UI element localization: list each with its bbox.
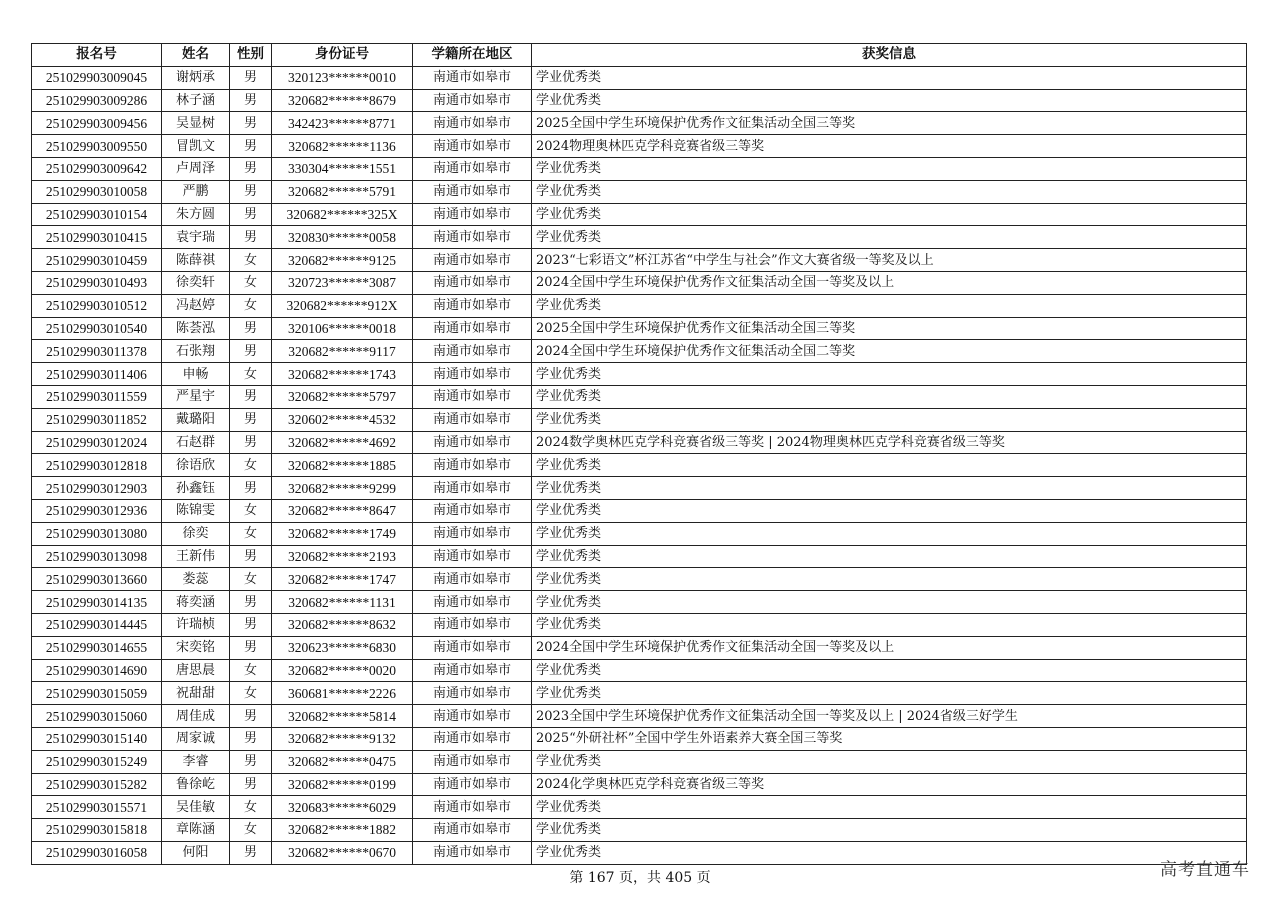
cell-gender: 男 — [230, 180, 272, 203]
cell-name: 严鹏 — [162, 180, 230, 203]
cell-id-number: 320682******1747 — [272, 568, 413, 591]
cell-registration-no: 251029903015571 — [32, 796, 162, 819]
cell-id-number: 320682******9125 — [272, 249, 413, 272]
cell-award-info: 学业优秀类 — [532, 499, 1247, 522]
cell-registration-no: 251029903010058 — [32, 180, 162, 203]
cell-region: 南通市如皋市 — [413, 385, 532, 408]
cell-region: 南通市如皋市 — [413, 477, 532, 500]
cell-gender: 女 — [230, 568, 272, 591]
cell-id-number: 320682******2193 — [272, 545, 413, 568]
cell-gender: 男 — [230, 408, 272, 431]
cell-gender: 男 — [230, 727, 272, 750]
table-row — [32, 545, 1247, 568]
table-row — [32, 841, 1247, 864]
cell-region: 南通市如皋市 — [413, 568, 532, 591]
cell-id-number: 320682******1131 — [272, 591, 413, 614]
cell-region: 南通市如皋市 — [413, 363, 532, 386]
cell-region: 南通市如皋市 — [413, 545, 532, 568]
cell-gender: 女 — [230, 682, 272, 705]
table-row — [32, 591, 1247, 614]
cell-award-info: 学业优秀类 — [532, 591, 1247, 614]
table-row — [32, 522, 1247, 545]
cell-registration-no: 251029903014135 — [32, 591, 162, 614]
cell-id-number: 320682******4692 — [272, 431, 413, 454]
table-row — [32, 796, 1247, 819]
cell-region: 南通市如皋市 — [413, 317, 532, 340]
cell-id-number: 320682******1882 — [272, 819, 413, 842]
cell-name: 陈荟泓 — [162, 317, 230, 340]
cell-gender: 男 — [230, 477, 272, 500]
cell-award-info: 学业优秀类 — [532, 568, 1247, 591]
cell-name: 冒凯文 — [162, 135, 230, 158]
cell-region: 南通市如皋市 — [413, 705, 532, 728]
cell-name: 李睿 — [162, 750, 230, 773]
cell-award-info: 2023“七彩语文”杯江苏省“中学生与社会”作文大赛省级一等奖及以上 — [532, 249, 1247, 272]
cell-gender: 男 — [230, 750, 272, 773]
cell-gender: 男 — [230, 157, 272, 180]
cell-name: 周家诚 — [162, 727, 230, 750]
table-row — [32, 112, 1247, 135]
cell-award-info: 2023全国中学生环境保护优秀作文征集活动全国一等奖及以上 | 2024省级三好学生 — [532, 705, 1247, 728]
cell-gender: 男 — [230, 112, 272, 135]
cell-registration-no: 251029903009550 — [32, 135, 162, 158]
cell-registration-no: 251029903009286 — [32, 89, 162, 112]
cell-region: 南通市如皋市 — [413, 203, 532, 226]
cell-id-number: 320682******1743 — [272, 363, 413, 386]
cell-award-info: 学业优秀类 — [532, 89, 1247, 112]
header-registration-no: 报名号 — [32, 44, 162, 67]
table-row — [32, 613, 1247, 636]
cell-registration-no: 251029903016058 — [32, 841, 162, 864]
cell-region: 南通市如皋市 — [413, 613, 532, 636]
cell-region: 南通市如皋市 — [413, 750, 532, 773]
cell-gender: 女 — [230, 522, 272, 545]
cell-id-number: 320682******5791 — [272, 180, 413, 203]
cell-name: 祝甜甜 — [162, 682, 230, 705]
cell-region: 南通市如皋市 — [413, 112, 532, 135]
cell-award-info: 学业优秀类 — [532, 841, 1247, 864]
cell-registration-no: 251029903013080 — [32, 522, 162, 545]
cell-registration-no: 251029903012936 — [32, 499, 162, 522]
cell-gender: 男 — [230, 89, 272, 112]
cell-registration-no: 251029903015059 — [32, 682, 162, 705]
cell-name: 章陈涵 — [162, 819, 230, 842]
table-header-row — [32, 44, 1247, 67]
table-row — [32, 135, 1247, 158]
table-row — [32, 89, 1247, 112]
cell-gender: 男 — [230, 773, 272, 796]
table-row — [32, 750, 1247, 773]
cell-award-info: 学业优秀类 — [532, 226, 1247, 249]
cell-registration-no: 251029903015060 — [32, 705, 162, 728]
cell-award-info: 学业优秀类 — [532, 385, 1247, 408]
cell-gender: 男 — [230, 340, 272, 363]
cell-id-number: 320602******4532 — [272, 408, 413, 431]
table-row — [32, 317, 1247, 340]
cell-gender: 女 — [230, 363, 272, 386]
cell-name: 严星宇 — [162, 385, 230, 408]
cell-name: 蒋奕涵 — [162, 591, 230, 614]
cell-gender: 男 — [230, 613, 272, 636]
table-row — [32, 454, 1247, 477]
cell-registration-no: 251029903010459 — [32, 249, 162, 272]
cell-gender: 女 — [230, 819, 272, 842]
cell-gender: 男 — [230, 226, 272, 249]
cell-award-info: 学业优秀类 — [532, 454, 1247, 477]
cell-award-info: 2024数学奥林匹克学科竞赛省级三等奖 | 2024物理奥林匹克学科竞赛省级三等奖 — [532, 431, 1247, 454]
cell-region: 南通市如皋市 — [413, 340, 532, 363]
cell-gender: 女 — [230, 499, 272, 522]
cell-region: 南通市如皋市 — [413, 135, 532, 158]
cell-award-info: 2025“外研社杯”全国中学生外语素养大赛全国三等奖 — [532, 727, 1247, 750]
cell-gender: 男 — [230, 385, 272, 408]
table-row — [32, 499, 1247, 522]
cell-name: 袁宇瑞 — [162, 226, 230, 249]
header-name: 姓名 — [162, 44, 230, 67]
cell-id-number: 320682******1885 — [272, 454, 413, 477]
cell-registration-no: 251029903011852 — [32, 408, 162, 431]
cell-region: 南通市如皋市 — [413, 294, 532, 317]
cell-registration-no: 251029903011406 — [32, 363, 162, 386]
table-row — [32, 66, 1247, 89]
table-row — [32, 727, 1247, 750]
cell-award-info: 学业优秀类 — [532, 203, 1247, 226]
cell-award-info: 学业优秀类 — [532, 682, 1247, 705]
cell-award-info: 2024全国中学生环境保护优秀作文征集活动全国一等奖及以上 — [532, 636, 1247, 659]
cell-registration-no: 251029903014690 — [32, 659, 162, 682]
header-award-info: 获奖信息 — [532, 44, 1247, 67]
cell-gender: 女 — [230, 249, 272, 272]
cell-award-info: 学业优秀类 — [532, 796, 1247, 819]
table-row — [32, 249, 1247, 272]
cell-region: 南通市如皋市 — [413, 157, 532, 180]
cell-award-info: 学业优秀类 — [532, 477, 1247, 500]
cell-award-info: 学业优秀类 — [532, 522, 1247, 545]
cell-id-number: 360681******2226 — [272, 682, 413, 705]
cell-id-number: 320682******1136 — [272, 135, 413, 158]
header-gender: 性别 — [230, 44, 272, 67]
table-row — [32, 157, 1247, 180]
cell-id-number: 320682******5797 — [272, 385, 413, 408]
cell-id-number: 320682******325X — [272, 203, 413, 226]
table-row — [32, 568, 1247, 591]
cell-name: 徐奕轩 — [162, 271, 230, 294]
cell-id-number: 342423******8771 — [272, 112, 413, 135]
cell-award-info: 学业优秀类 — [532, 66, 1247, 89]
cell-id-number: 320682******0475 — [272, 750, 413, 773]
cell-name: 石赵群 — [162, 431, 230, 454]
cell-gender: 男 — [230, 317, 272, 340]
cell-region: 南通市如皋市 — [413, 796, 532, 819]
cell-award-info: 学业优秀类 — [532, 294, 1247, 317]
cell-id-number: 320682******1749 — [272, 522, 413, 545]
cell-award-info: 学业优秀类 — [532, 180, 1247, 203]
cell-award-info: 2024物理奥林匹克学科竞赛省级三等奖 — [532, 135, 1247, 158]
page-number: 第 167 页，共 405 页 — [569, 870, 711, 886]
cell-name: 谢炳承 — [162, 66, 230, 89]
cell-registration-no: 251029903012818 — [32, 454, 162, 477]
header-id-number: 身份证号 — [272, 44, 413, 67]
cell-id-number: 320830******0058 — [272, 226, 413, 249]
cell-id-number: 320682******912X — [272, 294, 413, 317]
cell-id-number: 320106******0018 — [272, 317, 413, 340]
cell-registration-no: 251029903011378 — [32, 340, 162, 363]
cell-registration-no: 251029903015282 — [32, 773, 162, 796]
cell-gender: 女 — [230, 659, 272, 682]
cell-id-number: 320682******9132 — [272, 727, 413, 750]
cell-registration-no: 251029903010415 — [32, 226, 162, 249]
header-region: 学籍所在地区 — [413, 44, 532, 67]
cell-registration-no: 251029903010493 — [32, 271, 162, 294]
cell-region: 南通市如皋市 — [413, 727, 532, 750]
cell-gender: 男 — [230, 431, 272, 454]
cell-id-number: 320123******0010 — [272, 66, 413, 89]
cell-award-info: 学业优秀类 — [532, 750, 1247, 773]
cell-gender: 女 — [230, 294, 272, 317]
table-row — [32, 705, 1247, 728]
cell-name: 徐奕 — [162, 522, 230, 545]
cell-name: 陈锦雯 — [162, 499, 230, 522]
cell-id-number: 320682******5814 — [272, 705, 413, 728]
cell-id-number: 320682******8647 — [272, 499, 413, 522]
cell-gender: 男 — [230, 545, 272, 568]
cell-name: 吴显树 — [162, 112, 230, 135]
cell-name: 徐语欣 — [162, 454, 230, 477]
cell-gender: 男 — [230, 591, 272, 614]
cell-award-info: 学业优秀类 — [532, 545, 1247, 568]
cell-registration-no: 251029903015140 — [32, 727, 162, 750]
table-row — [32, 659, 1247, 682]
cell-region: 南通市如皋市 — [413, 819, 532, 842]
cell-region: 南通市如皋市 — [413, 431, 532, 454]
table-row — [32, 203, 1247, 226]
cell-award-info: 2024化学奥林匹克学科竞赛省级三等奖 — [532, 773, 1247, 796]
cell-registration-no: 251029903014655 — [32, 636, 162, 659]
cell-name: 陈薛祺 — [162, 249, 230, 272]
table-row — [32, 363, 1247, 386]
cell-region: 南通市如皋市 — [413, 659, 532, 682]
cell-region: 南通市如皋市 — [413, 591, 532, 614]
table-row — [32, 271, 1247, 294]
cell-registration-no: 251029903010154 — [32, 203, 162, 226]
table-row — [32, 682, 1247, 705]
watermark: 高考直通车 — [1160, 860, 1250, 880]
award-table — [31, 43, 1247, 865]
cell-id-number: 320682******0020 — [272, 659, 413, 682]
cell-name: 王新伟 — [162, 545, 230, 568]
cell-id-number: 320682******0670 — [272, 841, 413, 864]
cell-name: 鲁徐屹 — [162, 773, 230, 796]
cell-registration-no: 251029903013098 — [32, 545, 162, 568]
cell-gender: 男 — [230, 705, 272, 728]
cell-award-info: 2025全国中学生环境保护优秀作文征集活动全国三等奖 — [532, 317, 1247, 340]
cell-name: 林子涵 — [162, 89, 230, 112]
table-row — [32, 773, 1247, 796]
cell-award-info: 学业优秀类 — [532, 157, 1247, 180]
cell-id-number: 320623******6830 — [272, 636, 413, 659]
table-row — [32, 226, 1247, 249]
cell-name: 申畅 — [162, 363, 230, 386]
cell-name: 孙鑫钰 — [162, 477, 230, 500]
cell-id-number: 320682******0199 — [272, 773, 413, 796]
cell-name: 吴佳敏 — [162, 796, 230, 819]
cell-award-info: 学业优秀类 — [532, 659, 1247, 682]
cell-region: 南通市如皋市 — [413, 841, 532, 864]
table-row — [32, 636, 1247, 659]
table-row — [32, 340, 1247, 363]
cell-gender: 男 — [230, 203, 272, 226]
cell-id-number: 320682******9299 — [272, 477, 413, 500]
cell-id-number: 330304******1551 — [272, 157, 413, 180]
table-row — [32, 385, 1247, 408]
cell-gender: 女 — [230, 454, 272, 477]
cell-id-number: 320723******3087 — [272, 271, 413, 294]
cell-name: 朱方圆 — [162, 203, 230, 226]
cell-region: 南通市如皋市 — [413, 636, 532, 659]
cell-registration-no: 251029903012903 — [32, 477, 162, 500]
cell-region: 南通市如皋市 — [413, 499, 532, 522]
cell-registration-no: 251029903012024 — [32, 431, 162, 454]
cell-registration-no: 251029903010540 — [32, 317, 162, 340]
cell-name: 冯赵婷 — [162, 294, 230, 317]
cell-award-info: 学业优秀类 — [532, 408, 1247, 431]
cell-registration-no: 251029903009456 — [32, 112, 162, 135]
cell-region: 南通市如皋市 — [413, 249, 532, 272]
cell-gender: 女 — [230, 796, 272, 819]
cell-award-info: 学业优秀类 — [532, 819, 1247, 842]
cell-id-number: 320683******6029 — [272, 796, 413, 819]
cell-award-info: 2024全国中学生环境保护优秀作文征集活动全国一等奖及以上 — [532, 271, 1247, 294]
cell-registration-no: 251029903009642 — [32, 157, 162, 180]
cell-award-info: 学业优秀类 — [532, 613, 1247, 636]
cell-name: 宋奕铭 — [162, 636, 230, 659]
cell-name: 娄蕊 — [162, 568, 230, 591]
cell-gender: 男 — [230, 135, 272, 158]
cell-region: 南通市如皋市 — [413, 773, 532, 796]
cell-region: 南通市如皋市 — [413, 522, 532, 545]
cell-id-number: 320682******8679 — [272, 89, 413, 112]
cell-region: 南通市如皋市 — [413, 271, 532, 294]
cell-gender: 女 — [230, 271, 272, 294]
cell-gender: 男 — [230, 841, 272, 864]
cell-id-number: 320682******9117 — [272, 340, 413, 363]
cell-region: 南通市如皋市 — [413, 89, 532, 112]
cell-gender: 男 — [230, 636, 272, 659]
cell-name: 唐思晨 — [162, 659, 230, 682]
cell-region: 南通市如皋市 — [413, 66, 532, 89]
cell-region: 南通市如皋市 — [413, 180, 532, 203]
cell-award-info: 2025全国中学生环境保护优秀作文征集活动全国三等奖 — [532, 112, 1247, 135]
cell-region: 南通市如皋市 — [413, 226, 532, 249]
cell-region: 南通市如皋市 — [413, 408, 532, 431]
cell-name: 戴璐阳 — [162, 408, 230, 431]
table-row — [32, 477, 1247, 500]
cell-name: 石张翔 — [162, 340, 230, 363]
cell-name: 何阳 — [162, 841, 230, 864]
cell-registration-no: 251029903015249 — [32, 750, 162, 773]
cell-registration-no: 251029903011559 — [32, 385, 162, 408]
cell-registration-no: 251029903009045 — [32, 66, 162, 89]
cell-region: 南通市如皋市 — [413, 682, 532, 705]
table-row — [32, 819, 1247, 842]
table-row — [32, 431, 1247, 454]
cell-name: 卢周泽 — [162, 157, 230, 180]
table-row — [32, 408, 1247, 431]
cell-name: 许瑞桢 — [162, 613, 230, 636]
cell-registration-no: 251029903014445 — [32, 613, 162, 636]
cell-registration-no: 251029903010512 — [32, 294, 162, 317]
cell-gender: 男 — [230, 66, 272, 89]
cell-registration-no: 251029903015818 — [32, 819, 162, 842]
cell-registration-no: 251029903013660 — [32, 568, 162, 591]
cell-id-number: 320682******8632 — [272, 613, 413, 636]
table-row — [32, 180, 1247, 203]
cell-award-info: 学业优秀类 — [532, 363, 1247, 386]
table-row — [32, 294, 1247, 317]
cell-award-info: 2024全国中学生环境保护优秀作文征集活动全国二等奖 — [532, 340, 1247, 363]
cell-name: 周佳成 — [162, 705, 230, 728]
cell-region: 南通市如皋市 — [413, 454, 532, 477]
